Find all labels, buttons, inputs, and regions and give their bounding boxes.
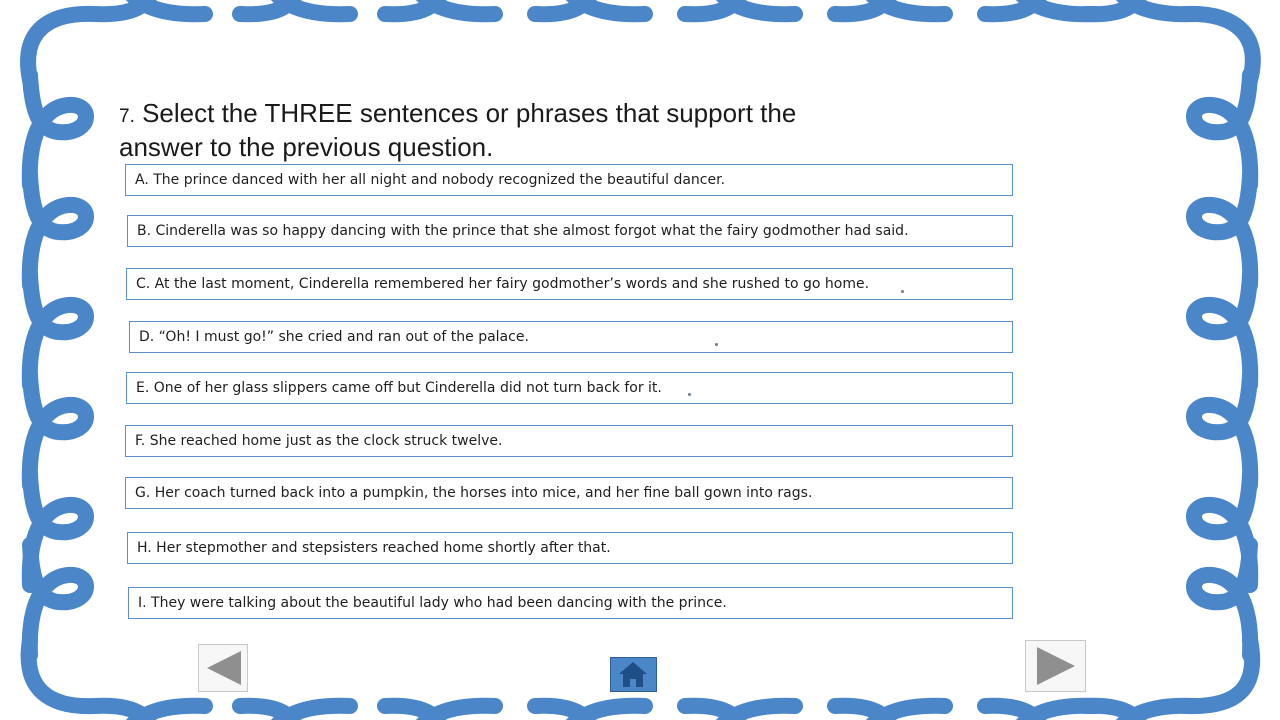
answer-option-c[interactable]: C. At the last moment, Cinderella remembered her fairy godmother’s words and she rushed to go home. (126, 268, 1013, 300)
next-button[interactable] (1025, 640, 1086, 692)
question-text: Select the THREE sentences or phrases that support the answer to the previous question. (119, 98, 797, 162)
triangle-right-icon (1026, 641, 1085, 691)
previous-button[interactable] (198, 644, 248, 692)
stray-dot (688, 393, 691, 396)
answer-option-e[interactable]: E. One of her glass slippers came off but Cinderella did not turn back for it. (126, 372, 1013, 404)
answer-option-f[interactable]: F. She reached home just as the clock struck twelve. (125, 425, 1013, 457)
answer-option-g[interactable]: G. Her coach turned back into a pumpkin, the horses into mice, and her fine ball gown into rags. (125, 477, 1013, 509)
home-button[interactable] (610, 657, 657, 692)
answer-option-b[interactable]: B. Cinderella was so happy dancing with the prince that she almost forgot what the fairy godmother had said. (127, 215, 1013, 247)
house-icon (611, 658, 656, 691)
stray-dot (901, 290, 904, 293)
answer-option-d[interactable]: D. “Oh! I must go!” she cried and ran out of the palace. (129, 321, 1013, 353)
answer-option-i[interactable]: I. They were talking about the beautiful lady who had been dancing with the prince. (128, 587, 1013, 619)
question-prompt (119, 98, 879, 162)
answer-option-h[interactable]: H. Her stepmother and stepsisters reached home shortly after that. (127, 532, 1013, 564)
triangle-left-icon (199, 645, 247, 691)
question-number: 7. (119, 106, 135, 127)
answer-option-a[interactable]: A. The prince danced with her all night and nobody recognized the beautiful dancer. (125, 164, 1013, 196)
stray-dot (715, 343, 718, 346)
